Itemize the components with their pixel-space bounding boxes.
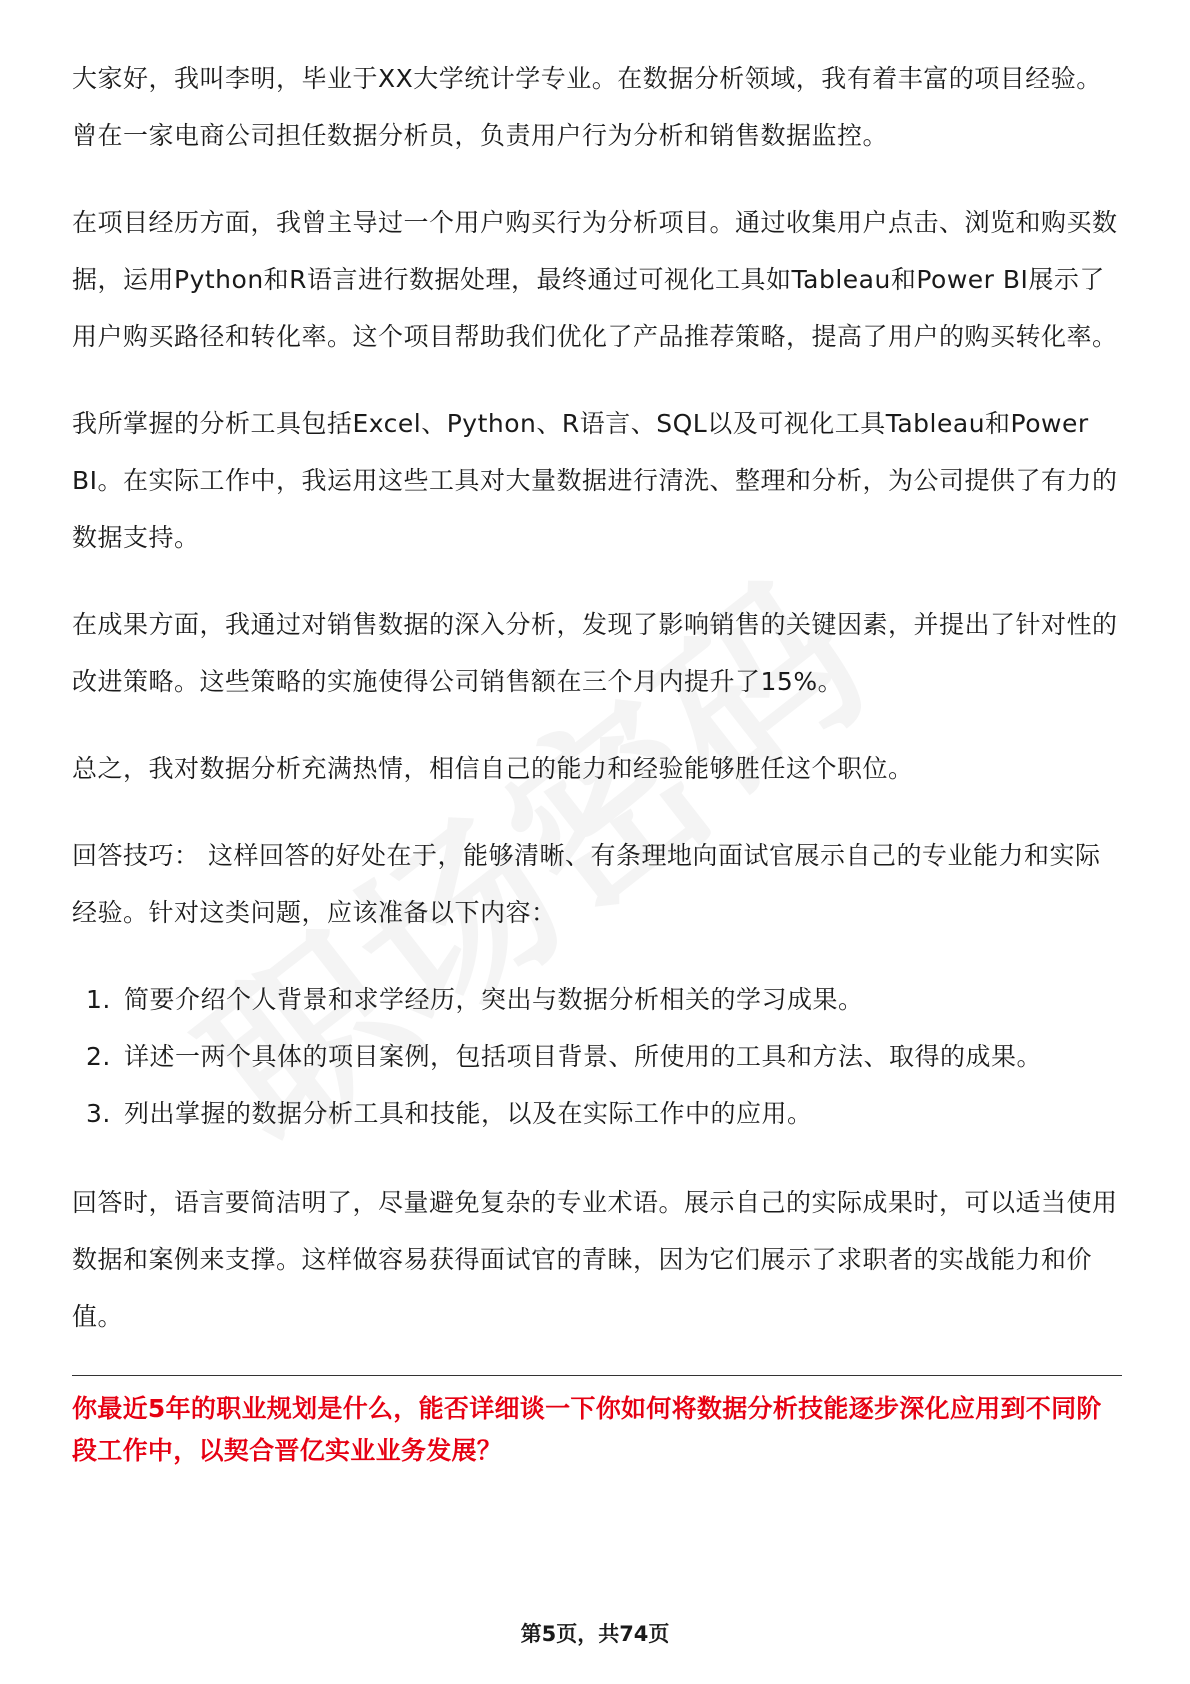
page-content xyxy=(72,50,1122,1472)
list-number: 3. xyxy=(86,1099,111,1128)
paragraph-summary: 总之，我对数据分析充满热情，相信自己的能力和经验能够胜任这个职位。 xyxy=(72,754,914,783)
list-number: 1. xyxy=(86,985,111,1014)
paragraph-tips: 回答技巧： 这样回答的好处在于，能够清晰、有条理地向面试官展示自己的专业能力和实际经验。针对这类问题，应该准备以下内容： xyxy=(72,841,1101,927)
list-item xyxy=(72,1028,1122,1085)
section-divider xyxy=(72,1375,1122,1376)
paragraph-tools: 我所掌握的分析工具包括Excel、Python、R语言、SQL以及可视化工具Tableau和Power BI。在实际工作中，我运用这些工具对大量数据进行清洗、整理和分析，为公司提供了有力的数据支持。 xyxy=(72,409,1118,552)
page-footer: 第5页，共74页 xyxy=(520,1622,670,1646)
list-text: 简要介绍个人背景和求学经历，突出与数据分析相关的学习成果。 xyxy=(124,985,864,1014)
paragraph-closing: 回答时，语言要简洁明了，尽量避免复杂的专业术语。展示自己的实际成果时，可以适当使用数据和案例来支撑。这样做容易获得面试官的青睐，因为它们展示了求职者的实战能力和价值。 xyxy=(72,1188,1118,1331)
list-text: 详述一两个具体的项目案例，包括项目背景、所使用的工具和方法、取得的成果。 xyxy=(124,1042,1043,1071)
tips-list xyxy=(72,971,1122,1142)
next-question: 你最近5年的职业规划是什么，能否详细谈一下你如何将数据分析技能逐步深化应用到不同阶段工作中，以契合晋亿实业业务发展？ xyxy=(72,1394,1102,1465)
paragraph-project: 在项目经历方面，我曾主导过一个用户购买行为分析项目。通过收集用户点击、浏览和购买数据，运用Python和R语言进行数据处理，最终通过可视化工具如Tableau和Power BI展示了用户购买路径和转化率。这个项目帮助我们优化了产品推荐策略，提高了用户的购买转化率。 xyxy=(72,208,1118,351)
list-item xyxy=(72,1085,1122,1142)
paragraph-results: 在成果方面，我通过对销售数据的深入分析，发现了影响销售的关键因素，并提出了针对性的改进策略。这些策略的实施使得公司销售额在三个月内提升了15%。 xyxy=(72,610,1118,696)
list-number: 2. xyxy=(86,1042,111,1071)
paragraph-intro: 大家好，我叫李明，毕业于XX大学统计学专业。在数据分析领域，我有着丰富的项目经验。曾在一家电商公司担任数据分析员，负责用户行为分析和销售数据监控。 xyxy=(72,64,1102,150)
list-text: 列出掌握的数据分析工具和技能，以及在实际工作中的应用。 xyxy=(124,1099,813,1128)
list-item xyxy=(72,971,1122,1028)
